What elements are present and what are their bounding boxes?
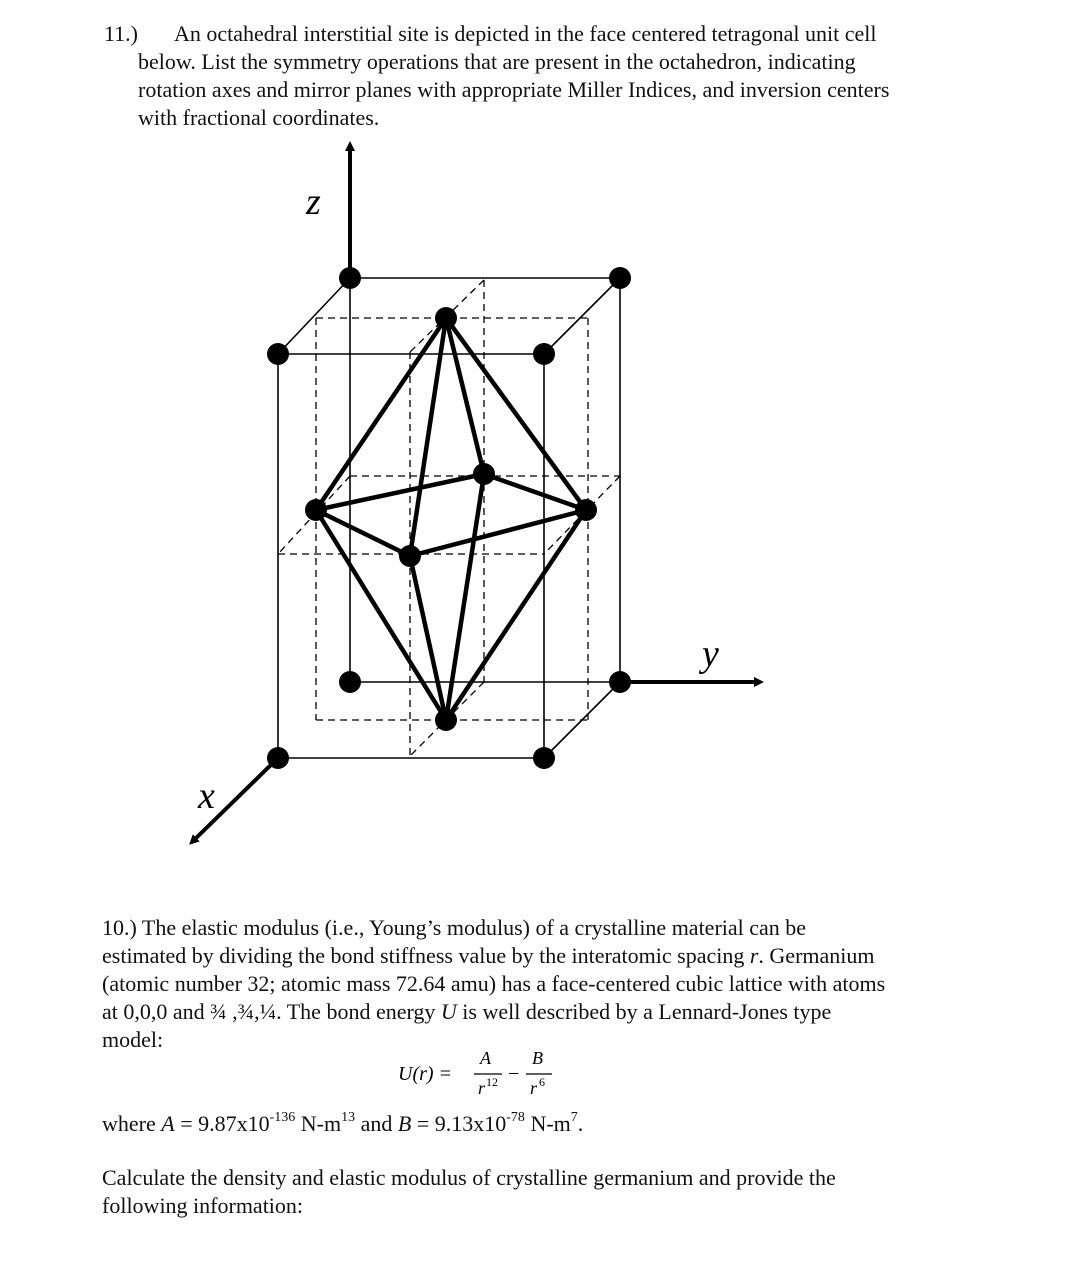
atom-corner <box>533 747 555 769</box>
constants-line: where $A = 9.87x10^{-136}$ $N-m^{13}$ and $B = 9.13x10^{-78}$ $N-m^7$. <box>102 1109 584 1136</box>
atom-corner <box>267 747 289 769</box>
q11-line-4: with fractional coordinates. <box>138 105 380 130</box>
atom-face-right <box>575 499 597 521</box>
atom-face-top <box>435 307 457 329</box>
x-axis-label: x <box>198 775 215 817</box>
equation-exp-6: 6 <box>539 1075 545 1089</box>
atom-corner <box>339 267 361 289</box>
q11-number: 11.) <box>104 21 139 46</box>
atom-face-front <box>399 545 421 567</box>
q10-line-1: 10.) The elastic modulus (i.e., Young’s modulus) of a crystalline material can be <box>102 915 807 940</box>
atom-corner <box>339 671 361 693</box>
instructions-line-2: following information: <box>102 1193 304 1218</box>
q10-line-5: model: <box>102 1027 164 1052</box>
equation-minus: − <box>508 1063 520 1085</box>
atom-corner <box>267 343 289 365</box>
q10-line-4: at 0,0,0 and ¾ ,¾,¼. The bond energy U is well described by a Lennard-Jones type <box>102 999 832 1024</box>
z-axis-label: z <box>306 181 321 223</box>
q11-text-1: An octahedral interstitial site is depicted in the face centered tetragonal unit cell <box>174 21 877 46</box>
q10-line-3: (atomic number 32; atomic mass 72.64 amu) has a face-centered cubic lattice with atoms <box>102 971 886 996</box>
atom-corner <box>609 267 631 289</box>
q11-line-3: rotation axes and mirror planes with appropriate Miller Indices, and inversion centers <box>138 77 890 102</box>
equation-num-b: B <box>532 1048 543 1068</box>
equation-lhs: U(r) = <box>398 1063 453 1085</box>
atom-corner <box>609 671 631 693</box>
equation-num-a: A <box>480 1048 491 1068</box>
equation-den-r1: r <box>478 1078 486 1098</box>
atom-face-left <box>305 499 327 521</box>
equation-exp-12: 12 <box>486 1075 498 1089</box>
question-10 <box>102 914 1002 1054</box>
atom-face-bottom <box>435 709 457 731</box>
atom-face-back <box>473 463 495 485</box>
q11-line-2: below. List the symmetry operations that are present in the octahedron, indicating <box>138 49 856 74</box>
instructions <box>102 1164 1002 1220</box>
y-axis-label: y <box>702 633 719 675</box>
instructions-line-1: Calculate the density and elastic modulus of crystalline germanium and provide the <box>102 1165 836 1190</box>
equation-den-r2: r <box>530 1078 538 1098</box>
atom-corner <box>533 343 555 365</box>
octahedron-edges <box>316 318 586 720</box>
q10-line-2: estimated by dividing the bond stiffness value by the interatomic spacing r. Germanium <box>102 943 875 968</box>
lennard-jones-equation <box>396 1044 596 1100</box>
